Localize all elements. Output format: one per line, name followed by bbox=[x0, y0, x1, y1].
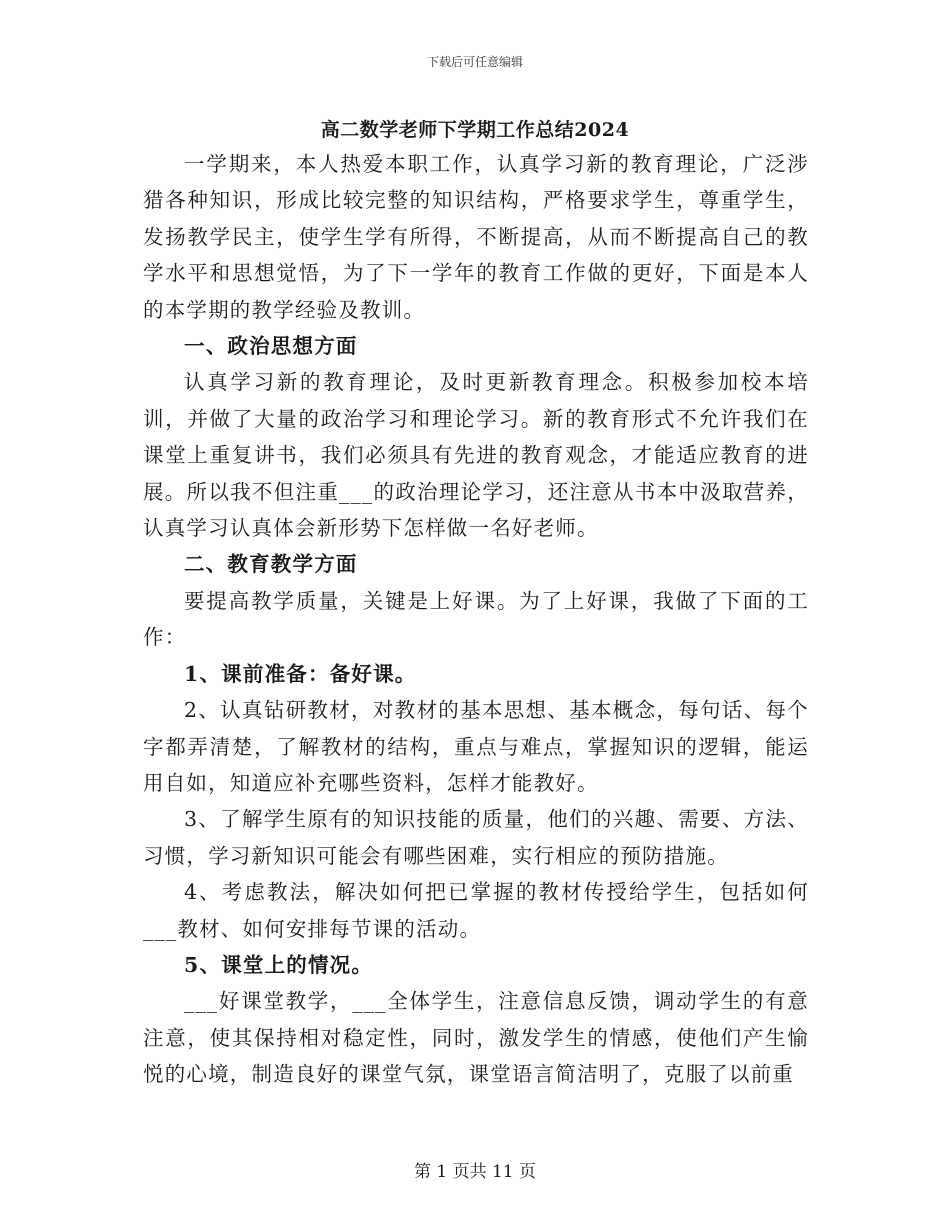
paragraph-intro: 一学期来，本人热爱本职工作，认真学习新的教育理论，广泛涉猎各种知识，形成比较完整的知识结构，严格要求学生，尊重学生，发扬教学民主，使学生学有所得，不断提高，从而不断提高自己的教学水平和思想觉悟，为了下一学年的教育工作做的更好，下面是本人的本学期的教学经验及教训。 bbox=[143, 152, 809, 322]
document-body bbox=[143, 146, 809, 1093]
page-footer: 第 1 页共 11 页 bbox=[413, 1162, 537, 1182]
subheading-classroom: 5、课堂上的情况。 bbox=[184, 952, 374, 977]
paragraph-politics: 认真学习新的教育理论，及时更新教育理念。积极参加校本培训，并做了大量的政治学习和理论学习。新的教育形式不允许我们在课堂上重复讲书，我们必须具有先进的教育观念，才能适应教育的进展。所以我不但注重___的政治理论学习，还注意从书本中汲取营养，认真学习认真体会新形势下怎样做一名好老师。 bbox=[143, 370, 809, 541]
paragraph-classroom: ___好课堂教学，___全体学生，注意信息反馈，调动学生的有意注意，使其保持相对稳定性，同时，激发学生的情感，使他们产生愉悦的心境，制造良好的课堂气氛，课堂语言简洁明了，克服了以前重 bbox=[143, 989, 809, 1087]
header-note: 下载后可任意编辑 bbox=[426, 55, 523, 69]
paragraph-teaching-intro: 要提高教学质量，关键是上好课。为了上好课，我做了下面的工作： bbox=[143, 588, 809, 650]
section-heading-politics: 一、政治思想方面 bbox=[184, 334, 358, 359]
paragraph-item-2: 2、认真钻研教材，对教材的基本思想、基本概念，每句话、每个字都弄清楚，了解教材的结构，重点与难点，掌握知识的逻辑，能运用自如，知道应补充哪些资料，怎样才能教好。 bbox=[143, 698, 809, 795]
subheading-preparation: 1、课前准备：备好课。 bbox=[184, 661, 417, 686]
section-heading-teaching: 二、教育教学方面 bbox=[184, 552, 358, 577]
paragraph-item-3: 3、了解学生原有的知识技能的质量，他们的兴趣、需要、方法、习惯，学习新知识可能会有哪些困难，实行相应的预防措施。 bbox=[143, 807, 809, 868]
document-title: 高二数学老师下学期工作总结2024 bbox=[320, 119, 630, 141]
paragraph-item-4: 4、考虑教法，解决如何把已掌握的教材传授给学生，包括如何___教材、如何安排每节课的活动。 bbox=[143, 880, 809, 941]
